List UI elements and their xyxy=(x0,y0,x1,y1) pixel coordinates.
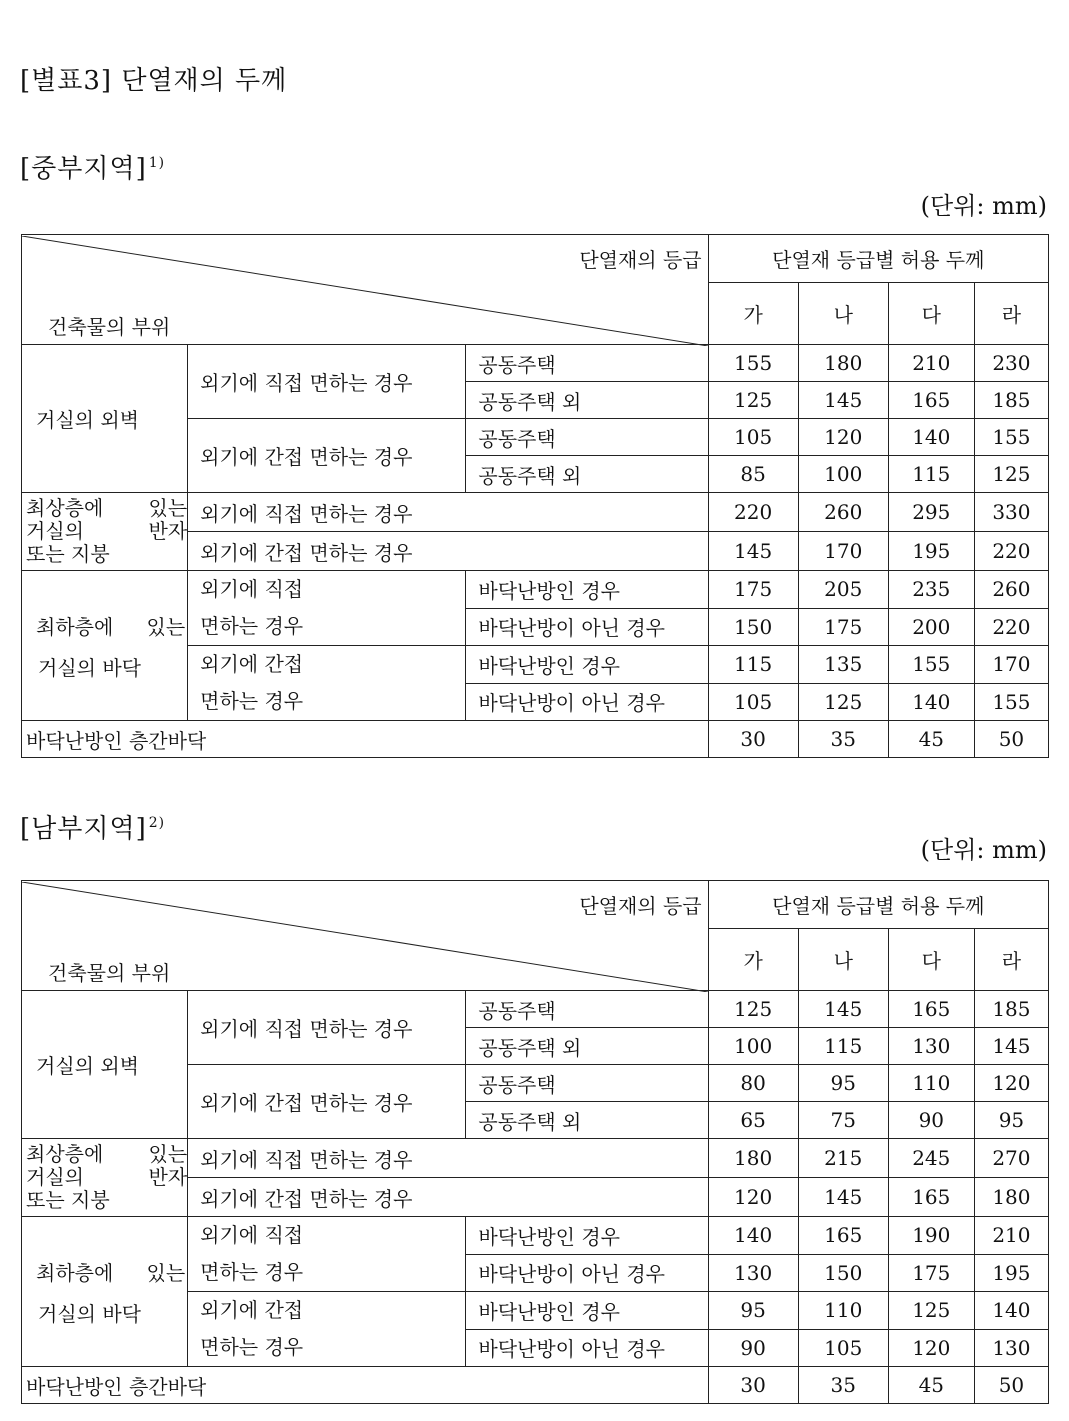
thickness-value: 155 xyxy=(974,683,1048,721)
thickness-value: 120 xyxy=(798,419,888,456)
unit-label: (단위: mm) xyxy=(920,192,1047,220)
grade-column-header: 나 xyxy=(798,283,888,345)
thickness-value: 125 xyxy=(974,456,1048,493)
thickness-value: 230 xyxy=(974,345,1048,382)
interfloor-label: 바닥난방인 층간바닥 xyxy=(22,721,709,758)
grade-column-header: 나 xyxy=(798,929,888,991)
roof-label-line: 거실의 반자 xyxy=(26,519,188,543)
thickness-value: 80 xyxy=(708,1065,798,1102)
floor-label-line: 거실의 바닥 xyxy=(38,655,141,680)
exposure-text xyxy=(200,1217,465,1291)
exposure-text xyxy=(200,1292,465,1366)
thickness-value: 130 xyxy=(708,1254,798,1292)
exposure-indirect: 외기에 간접 면하는 경우 xyxy=(188,419,466,493)
table-row xyxy=(22,1217,1049,1255)
thickness-value: 35 xyxy=(798,721,888,758)
thickness-value: 170 xyxy=(974,646,1048,684)
roof-label xyxy=(22,1139,188,1217)
diagonal-header-cell xyxy=(22,881,709,991)
roof-label-line: 최상층에 있는 xyxy=(26,1142,188,1166)
exposure-indirect xyxy=(188,1292,466,1367)
thickness-value: 155 xyxy=(708,345,798,382)
grade-column-header: 라 xyxy=(974,283,1048,345)
exposure-line: 면하는 경우 xyxy=(200,689,304,713)
page-title: [별표3] 단열재의 두께 xyxy=(20,66,288,96)
roof-label-line: 거실의 반자 xyxy=(26,1165,188,1189)
thickness-value: 165 xyxy=(798,1217,888,1255)
thickness-value: 130 xyxy=(888,1028,974,1065)
grade-label: 단열재의 등급 xyxy=(579,893,702,918)
thickness-value: 205 xyxy=(798,571,888,609)
thickness-value: 145 xyxy=(708,532,798,571)
exposure-indirect: 외기에 간접 면하는 경우 xyxy=(188,532,708,571)
thickness-value: 35 xyxy=(798,1367,888,1404)
floor-label-line: 거실의 바닥 xyxy=(38,1301,141,1326)
thickness-value: 115 xyxy=(708,646,798,684)
thickness-value: 125 xyxy=(798,683,888,721)
exposure-line: 면하는 경우 xyxy=(200,614,304,638)
thickness-value: 50 xyxy=(974,721,1048,758)
table-row xyxy=(22,1367,1049,1404)
roof-label-text xyxy=(26,1143,187,1212)
grade-label: 단열재의 등급 xyxy=(579,247,702,272)
diagonal-header xyxy=(22,882,708,990)
thickness-value: 260 xyxy=(974,571,1048,609)
thickness-value: 295 xyxy=(888,493,974,532)
interfloor-label: 바닥난방인 층간바닥 xyxy=(22,1367,709,1404)
thickness-value: 165 xyxy=(888,991,974,1028)
thickness-value: 220 xyxy=(708,493,798,532)
thickness-value: 185 xyxy=(974,382,1048,419)
diagonal-header-cell xyxy=(22,235,709,345)
thickness-value: 150 xyxy=(708,608,798,646)
floor-label-line: 최하층에 있는 xyxy=(36,1260,186,1285)
thickness-value: 90 xyxy=(708,1329,798,1367)
thickness-value: 115 xyxy=(798,1028,888,1065)
thickness-value: 95 xyxy=(974,1102,1048,1139)
thickness-value: 195 xyxy=(974,1254,1048,1292)
thickness-value: 210 xyxy=(974,1217,1048,1255)
footnote-marker: 2) xyxy=(148,815,166,832)
heating-type: 바닥난방이 아닌 경우 xyxy=(466,1254,708,1292)
thickness-value: 270 xyxy=(974,1139,1048,1178)
roof-label-line: 또는 지붕 xyxy=(26,542,110,566)
thickness-value: 105 xyxy=(708,683,798,721)
thickness-value: 330 xyxy=(974,493,1048,532)
thickness-value: 45 xyxy=(888,721,974,758)
thickness-value: 185 xyxy=(974,991,1048,1028)
thickness-value: 170 xyxy=(798,532,888,571)
exposure-line: 외기에 간접 xyxy=(200,1298,304,1322)
thickness-value: 125 xyxy=(888,1292,974,1330)
thickness-value: 120 xyxy=(888,1329,974,1367)
floor-label xyxy=(22,1217,188,1367)
thickness-value: 145 xyxy=(974,1028,1048,1065)
thickness-value: 145 xyxy=(798,991,888,1028)
thickness-value: 140 xyxy=(888,683,974,721)
building-type: 공동주택 xyxy=(466,419,708,456)
thickness-value: 145 xyxy=(798,382,888,419)
heating-type: 바닥난방이 아닌 경우 xyxy=(466,683,708,721)
thickness-value: 115 xyxy=(888,456,974,493)
exposure-direct: 외기에 직접 면하는 경우 xyxy=(188,991,466,1065)
allowed-thickness-header: 단열재 등급별 허용 두께 xyxy=(708,235,1048,283)
heating-type: 바닥난방인 경우 xyxy=(466,1217,708,1255)
wall-label: 거실의 외벽 xyxy=(22,345,188,493)
heating-type: 바닥난방인 경우 xyxy=(466,571,708,609)
thickness-value: 30 xyxy=(708,1367,798,1404)
thickness-table xyxy=(21,234,1049,758)
thickness-value: 180 xyxy=(708,1139,798,1178)
table-row xyxy=(22,493,1049,532)
exposure-line: 외기에 직접 xyxy=(200,1223,304,1247)
thickness-value: 65 xyxy=(708,1102,798,1139)
exposure-line: 외기에 직접 xyxy=(200,577,304,601)
thickness-value: 210 xyxy=(888,345,974,382)
building-type: 공동주택 xyxy=(466,1065,708,1102)
region-name: [중부지역] xyxy=(20,154,147,184)
thickness-value: 100 xyxy=(708,1028,798,1065)
thickness-value: 200 xyxy=(888,608,974,646)
thickness-value: 100 xyxy=(798,456,888,493)
thickness-value: 180 xyxy=(798,345,888,382)
building-type: 공동주택 외 xyxy=(466,382,708,419)
thickness-value: 195 xyxy=(888,532,974,571)
thickness-value: 140 xyxy=(708,1217,798,1255)
thickness-value: 140 xyxy=(974,1292,1048,1330)
roof-label-line: 최상층에 있는 xyxy=(26,496,188,520)
thickness-value: 140 xyxy=(888,419,974,456)
table-row xyxy=(22,345,1049,382)
thickness-value: 175 xyxy=(798,608,888,646)
building-type: 공동주택 외 xyxy=(466,456,708,493)
exposure-indirect xyxy=(188,646,466,721)
exposure-indirect: 외기에 간접 면하는 경우 xyxy=(188,1178,708,1217)
table-row xyxy=(22,571,1049,609)
heating-type: 바닥난방인 경우 xyxy=(466,1292,708,1330)
thickness-value: 180 xyxy=(974,1178,1048,1217)
thickness-value: 50 xyxy=(974,1367,1048,1404)
exposure-direct: 외기에 직접 면하는 경우 xyxy=(188,1139,708,1178)
thickness-value: 220 xyxy=(974,608,1048,646)
region-title xyxy=(20,808,165,845)
thickness-value: 220 xyxy=(974,532,1048,571)
thickness-value: 155 xyxy=(888,646,974,684)
thickness-value: 105 xyxy=(708,419,798,456)
heating-type: 바닥난방이 아닌 경우 xyxy=(466,1329,708,1367)
thickness-value: 95 xyxy=(708,1292,798,1330)
thickness-value: 175 xyxy=(708,571,798,609)
building-type: 공동주택 외 xyxy=(466,1102,708,1139)
exposure-direct: 외기에 직접 면하는 경우 xyxy=(188,345,466,419)
diagonal-header xyxy=(22,236,708,344)
exposure-indirect: 외기에 간접 면하는 경우 xyxy=(188,1065,466,1139)
roof-label-line: 또는 지붕 xyxy=(26,1188,110,1212)
table-row xyxy=(22,1139,1049,1178)
grade-column-header: 다 xyxy=(888,283,974,345)
table-row xyxy=(22,721,1049,758)
table-row xyxy=(22,991,1049,1028)
floor-label xyxy=(22,571,188,721)
exposure-text xyxy=(200,571,465,645)
unit-label: (단위: mm) xyxy=(920,836,1047,864)
exposure-direct: 외기에 직접 면하는 경우 xyxy=(188,493,708,532)
grade-column-header: 다 xyxy=(888,929,974,991)
thickness-value: 145 xyxy=(798,1178,888,1217)
floor-label-line: 최하층에 있는 xyxy=(36,614,186,639)
building-type: 공동주택 xyxy=(466,345,708,382)
thickness-value: 165 xyxy=(888,382,974,419)
thickness-value: 190 xyxy=(888,1217,974,1255)
thickness-value: 125 xyxy=(708,991,798,1028)
heating-type: 바닥난방이 아닌 경우 xyxy=(466,608,708,646)
thickness-value: 125 xyxy=(708,382,798,419)
thickness-value: 120 xyxy=(974,1065,1048,1102)
building-type: 공동주택 외 xyxy=(466,1028,708,1065)
part-label: 건축물의 부위 xyxy=(48,960,171,985)
exposure-direct xyxy=(188,1217,466,1292)
thickness-value: 135 xyxy=(798,646,888,684)
exposure-line: 면하는 경우 xyxy=(200,1260,304,1284)
thickness-value: 45 xyxy=(888,1367,974,1404)
heating-type: 바닥난방인 경우 xyxy=(466,646,708,684)
building-type: 공동주택 xyxy=(466,991,708,1028)
allowed-thickness-header: 단열재 등급별 허용 두께 xyxy=(708,881,1048,929)
thickness-table xyxy=(21,880,1049,1404)
thickness-value: 215 xyxy=(798,1139,888,1178)
grade-column-header: 가 xyxy=(708,283,798,345)
thickness-value: 95 xyxy=(798,1065,888,1102)
grade-column-header: 가 xyxy=(708,929,798,991)
thickness-value: 75 xyxy=(798,1102,888,1139)
thickness-value: 165 xyxy=(888,1178,974,1217)
region-title xyxy=(20,148,165,185)
thickness-value: 260 xyxy=(798,493,888,532)
region-name: [남부지역] xyxy=(20,814,147,844)
thickness-value: 150 xyxy=(798,1254,888,1292)
exposure-line: 외기에 간접 xyxy=(200,652,304,676)
exposure-text xyxy=(200,646,465,720)
thickness-value: 90 xyxy=(888,1102,974,1139)
thickness-value: 130 xyxy=(974,1329,1048,1367)
roof-label xyxy=(22,493,188,571)
thickness-value: 235 xyxy=(888,571,974,609)
exposure-direct xyxy=(188,571,466,646)
thickness-value: 155 xyxy=(974,419,1048,456)
thickness-value: 245 xyxy=(888,1139,974,1178)
thickness-value: 175 xyxy=(888,1254,974,1292)
wall-label: 거실의 외벽 xyxy=(22,991,188,1139)
roof-label-text xyxy=(26,497,187,566)
footnote-marker: 1) xyxy=(148,155,166,172)
thickness-value: 110 xyxy=(798,1292,888,1330)
exposure-line: 면하는 경우 xyxy=(200,1335,304,1359)
thickness-value: 85 xyxy=(708,456,798,493)
grade-column-header: 라 xyxy=(974,929,1048,991)
thickness-value: 110 xyxy=(888,1065,974,1102)
thickness-value: 120 xyxy=(708,1178,798,1217)
thickness-value: 105 xyxy=(798,1329,888,1367)
thickness-value: 30 xyxy=(708,721,798,758)
part-label: 건축물의 부위 xyxy=(48,314,171,339)
